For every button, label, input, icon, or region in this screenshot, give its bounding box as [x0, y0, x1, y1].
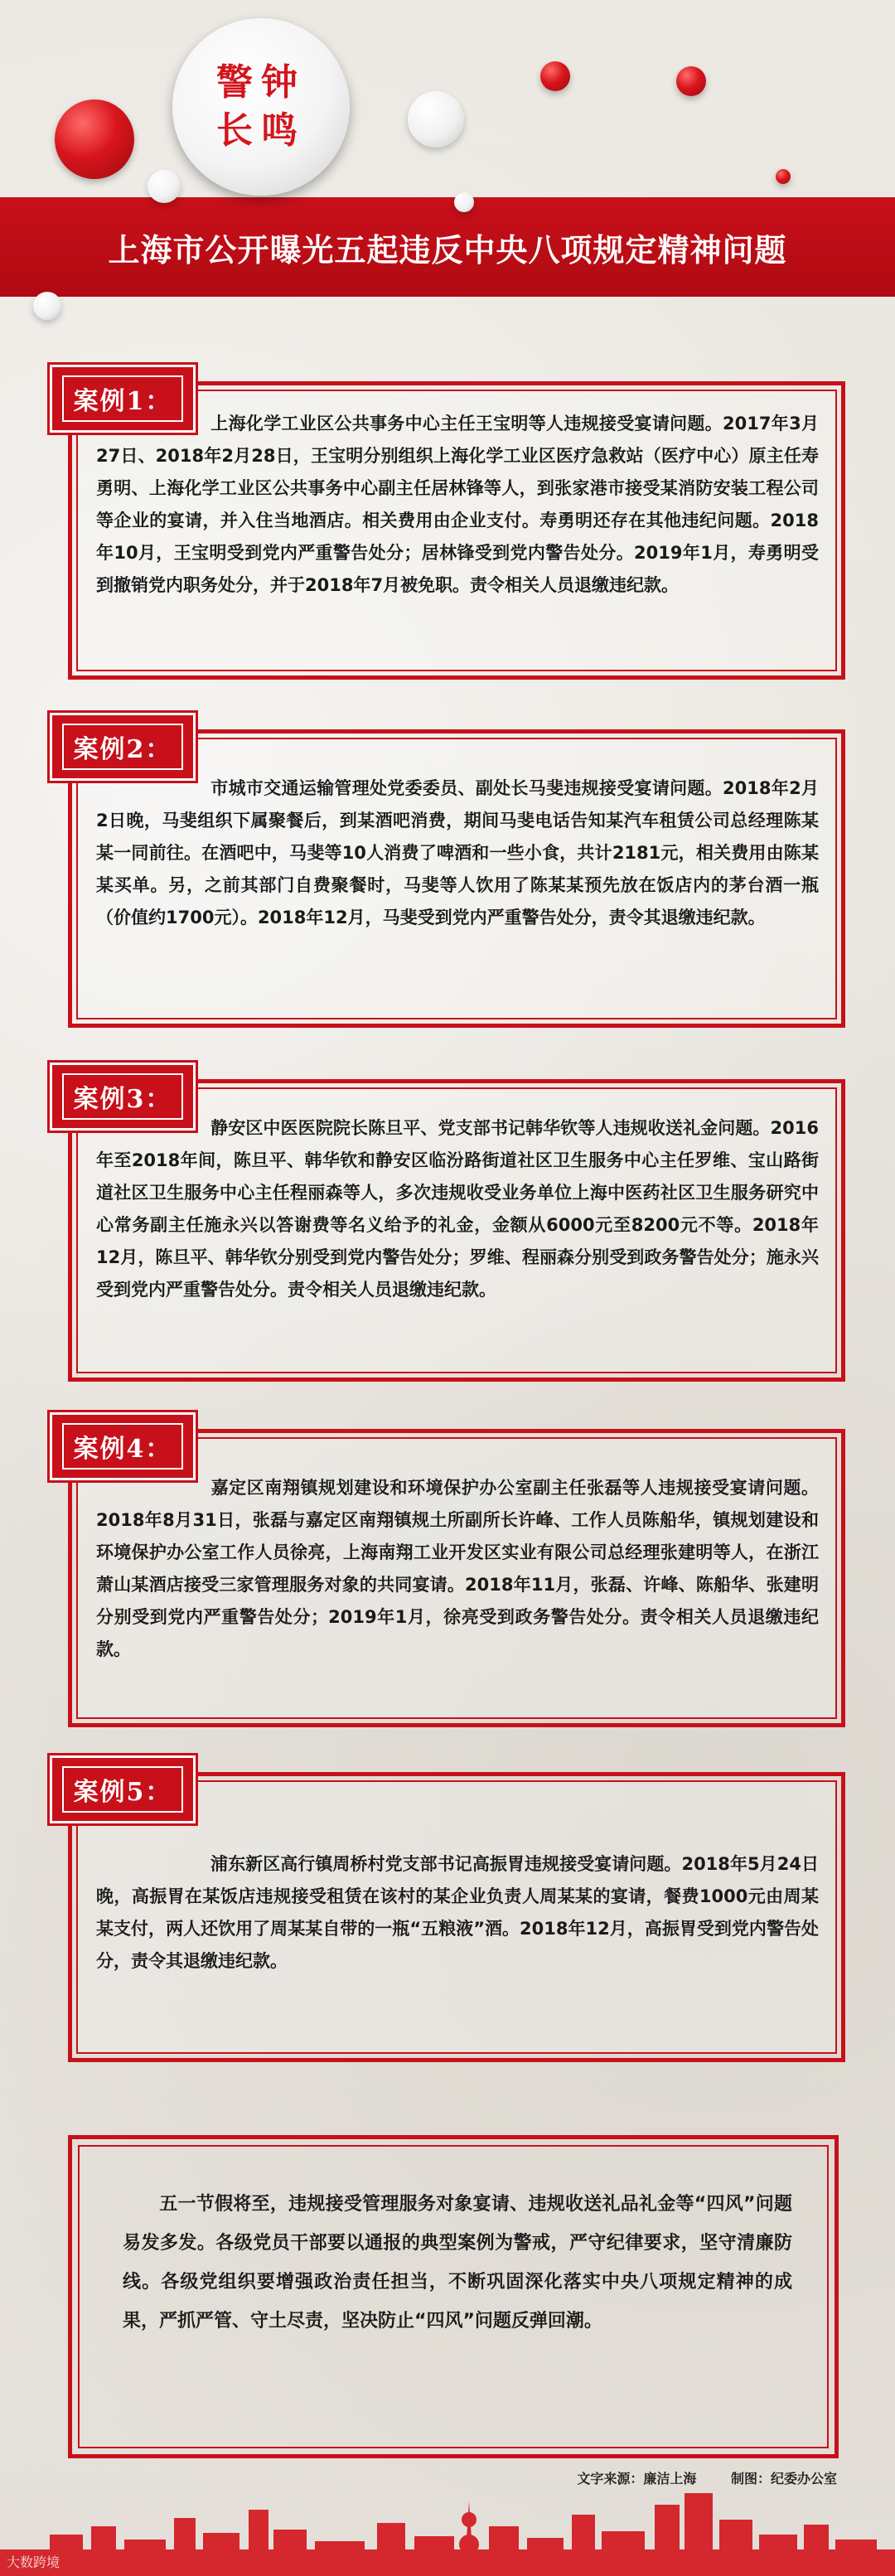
case-card-2	[50, 713, 845, 1028]
case-heading: 嘉定区南翔镇规划建设和环境保护办公室副主任张磊等人违规接受宴请问题。	[210, 1478, 819, 1498]
decor-white-ball	[148, 170, 181, 203]
case-tag: 案例4：	[50, 1412, 196, 1480]
case-card-1	[50, 365, 845, 680]
case-tag: 案例2：	[50, 713, 196, 781]
summary-box	[68, 2135, 839, 2458]
case-text	[96, 1848, 819, 1978]
case-heading: 浦东新区高行镇周桥村党支部书记高振胃违规接受宴请问题。	[210, 1854, 682, 1874]
case-text	[96, 1112, 819, 1306]
watermark: 大数跨境	[7, 2554, 60, 2570]
case-tag: 案例1：	[50, 365, 196, 433]
case-text	[96, 1472, 819, 1666]
header	[0, 0, 895, 348]
decor-white-ball	[33, 292, 61, 320]
case-body: 2018年8月31日，张磊与嘉定区南翔镇规土所副所长许峰、工作人员陈船华，镇规划建设和环境保护办公室工作人员徐亮，上海南翔工业开发区实业有限公司总经理张建明等人，在浙江萧山某酒店接受三家管理服务对象的共同宴请。2018年11月，张磊、许峰、陈船华、张建明分别受到党内严重警告处分；2019年1月，徐亮受到政务警告处分。责令相关人员退缴违纪款。	[96, 1510, 819, 1659]
badge-line-1: 警钟	[216, 61, 306, 104]
warning-badge	[172, 18, 350, 196]
case-heading: 市城市交通运输管理处党委委员、副处长马斐违规接受宴请问题。	[210, 778, 723, 798]
decor-white-ball	[454, 192, 474, 212]
decor-white-ball	[408, 91, 464, 148]
credit-source: 文字来源：廉洁上海	[577, 2471, 697, 2486]
case-body: 2017年3月27日、2018年2月28日，王宝明分别组织上海化学工业区医疗急救站（医疗中心）原主任寿勇明、上海化学工业区公共事务中心副主任居林锋等人，到张家港市接受某消防安装工程公司等企业的宴请，并入住当地酒店。相关费用由企业支付。寿勇明还存在其他违纪问题。2018年10月，王宝明受到党内严重警告处分；居林锋受到党内警告处分。2019年1月，寿勇明受到撤销党内职务处分，并于2018年7月被免职。责令相关人员退缴违纪款。	[96, 414, 820, 595]
case-body: 2018年5月24日晚，高振胃在某饭店违规接受租赁在该村的某企业负责人周某某的宴请，餐费1000元由周某某支付，两人还饮用了周某某自带的一瓶“五粮液”酒。2018年12月，高振胃受到党内警告处分，责令其退缴违纪款。	[96, 1854, 819, 1971]
case-tag: 案例3：	[50, 1063, 196, 1131]
decor-red-ball	[776, 169, 791, 184]
decor-red-ball	[540, 61, 570, 91]
case-text	[96, 408, 819, 602]
case-card-3	[50, 1063, 845, 1382]
decor-red-ball	[676, 66, 706, 96]
case-heading: 上海化学工业区公共事务中心主任王宝明等人违规接受宴请问题。	[210, 414, 723, 433]
summary-text: 五一节假将至，违规接受管理服务对象宴请、违规收送礼品礼金等“四风”问题易发多发。各级党员干部要以通报的典型案例为警戒，严守纪律要求，坚守清廉防线。各级党组织要增强政治责任担当，不断巩固深化落实中央八项规定精神的成果，严抓严管、守土尽责，坚决防止“四风”问题反弹回潮。	[123, 2194, 792, 2331]
badge-line-2: 长鸣	[216, 109, 306, 152]
case-body: 2018年2月2日晚，马斐组织下属聚餐后，到某酒吧消费，期间马斐电话告知某汽车租赁公司总经理陈某某一同前往。在酒吧中，马斐等10人消费了啤酒和一些小食，共计2181元，相关费用由陈某某买单。另，之前其部门自费聚餐时，马斐等人饮用了陈某某预先放在饭店内的茅台酒一瓶（价值约1700元）。2018年12月，马斐受到党内严重警告处分，责令其退缴违纪款。	[96, 778, 820, 927]
case-card-5	[50, 1755, 845, 2062]
decor-red-ball	[55, 99, 134, 179]
case-text	[96, 772, 819, 934]
case-tag: 案例5：	[50, 1755, 196, 1823]
credit-editor: 制图：纪委办公室	[730, 2471, 837, 2486]
title-banner	[0, 197, 895, 297]
city-skyline	[0, 2468, 895, 2576]
case-card-4	[50, 1412, 845, 1727]
page-title: 上海市公开曝光五起违反中央八项规定精神问题	[108, 231, 787, 269]
case-heading: 静安区中医医院院长陈旦平、党支部书记韩华钦等人违规收送礼金问题。	[210, 1118, 771, 1138]
case-body: 2016年至2018年间，陈旦平、韩华钦和静安区临汾路街道社区卫生服务中心主任罗维、宝山路街道社区卫生服务中心主任程丽森等人，多次违规收受业务单位上海中医药社区卫生服务研究中心常务副主任施永兴以答谢费等名义给予的礼金，金额从6000元至8200元不等。2018年12月，陈旦平、韩华钦分别受到党内警告处分；罗维、程丽森分别受到政务警告处分；施永兴受到党内严重警告处分。责令相关人员退缴违纪款。	[96, 1118, 819, 1300]
